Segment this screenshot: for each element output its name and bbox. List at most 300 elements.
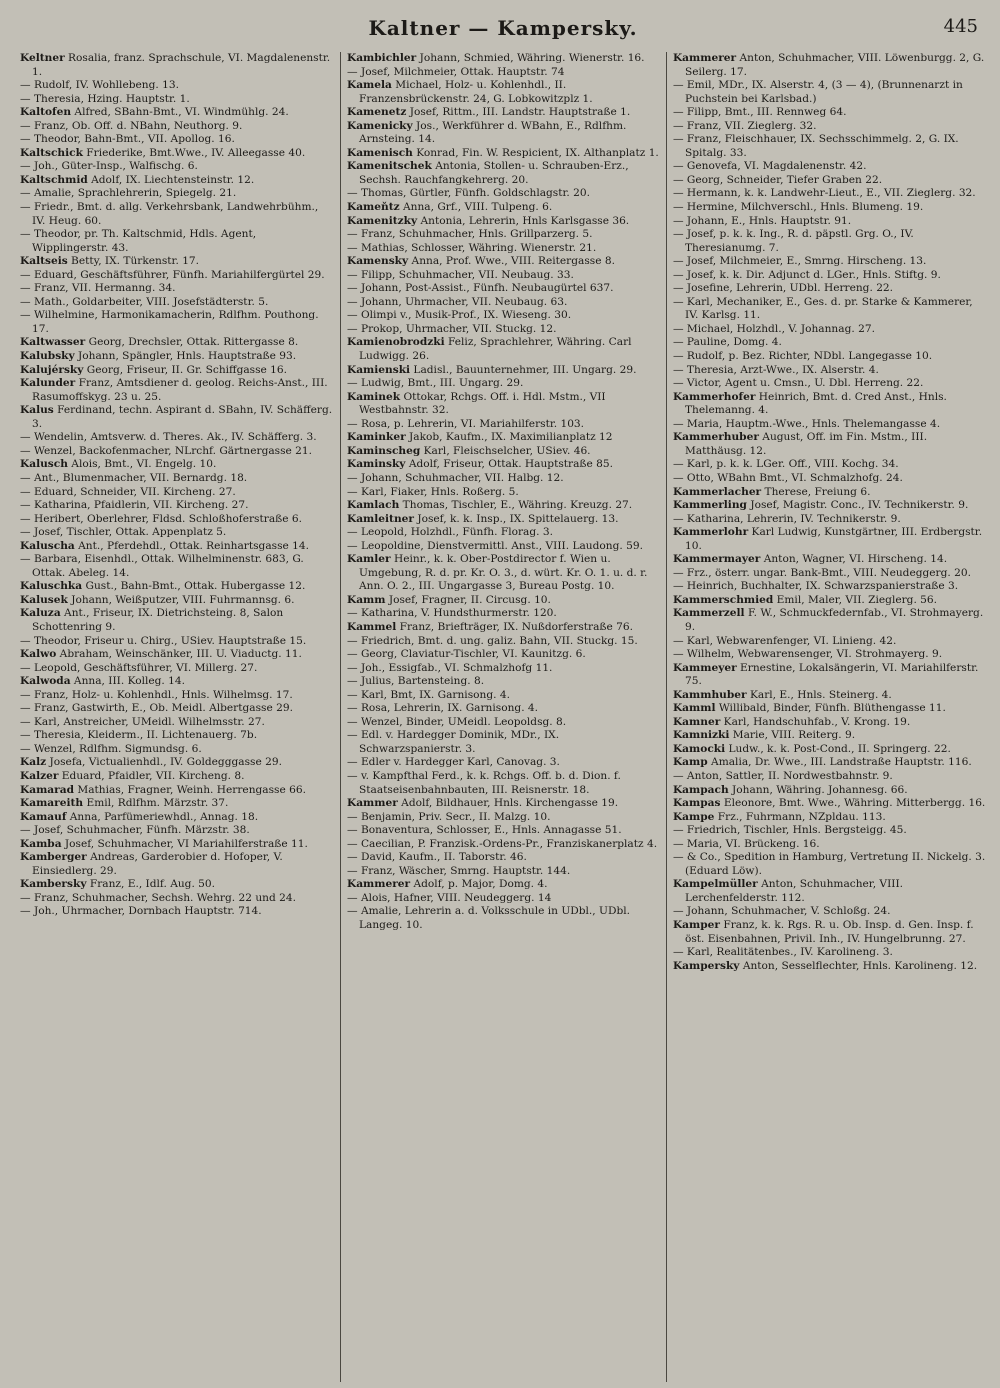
directory-entry: [347, 431, 660, 445]
entry-text: — Amalie, Sprachlehrerin, Spiegelg. 21.: [20, 187, 237, 200]
directory-entry: [347, 756, 660, 770]
entry-surname: Kammhuber: [672, 688, 747, 701]
entry-text: Jakob, Kaufm., IX. Maximilianplatz 12: [405, 431, 613, 444]
directory-entry: [347, 594, 660, 608]
directory-entry: [20, 513, 334, 527]
directory-entry: [20, 472, 334, 486]
entry-text: Betty, IX. Türkenstr. 17.: [67, 255, 200, 268]
directory-entry: [673, 215, 986, 229]
directory-entry: [20, 52, 334, 79]
entry-text: Heinr., k. k. Ober-Postdirector f. Wien u. Umgebung, R. d. pr. Kr. O. 3., d. würt. Kr. O. 1. u. d. r. Ann. O. 2., III. Ungargasse 3, Bureau Postg. 10.: [358, 553, 648, 593]
entry-text: — Maria, VI. Brückeng. 16.: [672, 837, 820, 850]
entry-surname: Kalwoda: [20, 675, 71, 688]
entry-text: — Eduard, Geschäftsführer, Fünfh. Mariahilfergürtel 29.: [20, 268, 325, 281]
directory-entry: [20, 174, 334, 188]
directory-entry: [20, 350, 334, 364]
entry-surname: Kamnizki: [672, 729, 730, 742]
entry-text: — Benjamin, Priv. Secr., II. Malzg. 10.: [346, 810, 551, 823]
entry-text: Marie, VIII. Reiterg. 9.: [729, 729, 856, 742]
entry-text: — Karl, Realitätenbes., IV. Karolineng. 3.: [672, 946, 893, 959]
directory-entry: [347, 418, 660, 432]
directory-entry: [20, 106, 334, 120]
page-title: Kaltner — Kampersky.: [368, 16, 638, 40]
entry-text: — Ludwig, Bmt., III. Ungarg. 29.: [346, 377, 524, 390]
entry-text: Anton, Wagner, VI. Hirscheng. 14.: [760, 553, 948, 566]
directory-entry: [20, 309, 334, 336]
entry-text: — Wilhelm, Webwarensenger, VI. Strohmayerg. 9.: [672, 648, 943, 661]
entry-text: Ladisl., Bauunternehmer, III. Ungarg. 29.: [410, 363, 637, 376]
directory-entry: [673, 513, 986, 527]
entry-text: Emil, Maler, VII. Zieglerg. 56.: [773, 593, 938, 606]
entry-surname: Kamenetz: [346, 106, 407, 119]
directory-entry: [20, 878, 334, 892]
entry-text: Ferdinand, techn. Aspirant d. SBahn, IV. Schäfferg. 3.: [32, 404, 333, 430]
entry-surname: Kampelmüller: [672, 878, 758, 891]
entry-text: — Friedrich, Bmt. d. ung. galiz. Bahn, VII. Stuckg. 15.: [346, 634, 638, 647]
entry-text: F. W., Schmuckfedernfab., VI. Strohmayerg. 9.: [684, 607, 984, 633]
directory-entry: [347, 797, 660, 811]
directory-entry: [20, 431, 334, 445]
directory-entry: [20, 377, 334, 404]
entry-text: — Olimpi v., Musik-Prof., IX. Wieseng. 30.: [346, 309, 572, 322]
directory-entry: [20, 716, 334, 730]
directory-entry: [20, 133, 334, 147]
entry-text: Josef, Schuhmacher, VI Mariahilferstraße 11.: [61, 837, 308, 850]
entry-surname: Kamela: [346, 79, 392, 92]
directory-entry: [673, 770, 986, 784]
entry-text: Antonia, Lehrerin, Hnls Karlsgasse 36.: [417, 214, 630, 227]
directory-entry: [20, 296, 334, 310]
entry-text: — Rudolf, IV. Wohllebeng. 13.: [20, 79, 179, 92]
entry-surname: Kamberger: [20, 851, 87, 864]
directory-entry: [20, 580, 334, 594]
entry-text: — Frz., österr. ungar. Bank-Bmt., VIII. Neudeggerg. 20.: [672, 566, 971, 579]
entry-surname: Kamler: [346, 553, 391, 566]
entry-text: — Karl, Mechaniker, E., Ges. d. pr. Starke & Kammerer, IV. Karlsg. 11.: [672, 295, 973, 322]
entry-text: Eduard, Pfaidler, VII. Kircheng. 8.: [58, 769, 245, 782]
directory-entry: [347, 364, 660, 378]
directory-entry: [673, 689, 986, 703]
entry-surname: Kaluschka: [20, 580, 83, 593]
directory-entry: [20, 404, 334, 431]
directory-entry: [673, 878, 986, 905]
directory-entry: [20, 499, 334, 513]
entry-text: — Johann, E., Hnls. Hauptstr. 91.: [672, 214, 852, 227]
entry-text: Friederike, Bmt.Wwe., IV. Alleegasse 40.: [82, 146, 306, 159]
entry-surname: Kaltschick: [20, 146, 83, 159]
directory-entry: [347, 391, 660, 418]
directory-entry: [347, 716, 660, 730]
entry-text: — Wenzel, Backofenmacher, NLrchf. Gärtnergasse 21.: [20, 444, 313, 457]
entry-text: August, Off. im Fin. Mstm., III. Matthäusg. 12.: [684, 431, 928, 457]
entry-text: — Leopoldine, Dienstvermittl. Anst., VIII. Laudong. 59.: [346, 539, 643, 552]
entry-surname: Kammel: [346, 620, 397, 633]
entry-text: — Thomas, Gürtler, Fünfh. Goldschlagstr. 20.: [346, 187, 590, 200]
entry-text: — Franz, VII. Hermanng. 34.: [20, 282, 176, 295]
directory-entry: [20, 553, 334, 580]
directory-entry: [673, 905, 986, 919]
entry-text: — Franz, Fleischhauer, IX. Sechsschimmelg. 2, G. IX. Spitalg. 33.: [672, 133, 959, 159]
entry-surname: Kaltwasser: [20, 336, 86, 349]
directory-entry: [20, 784, 334, 798]
entry-text: Andreas, Garderobier d. Hofoper, V. Einsiedlerg. 29.: [32, 851, 283, 877]
entry-text: — Anton, Sattler, II. Nordwestbahnstr. 9.: [672, 769, 893, 782]
directory-entry: [20, 743, 334, 757]
entry-text: — Theodor, Friseur u. Chirg., USiev. Hauptstraße 15.: [20, 634, 307, 647]
entry-text: Michael, Holz- u. Kohlenhdl., II. Franzensbrückenstr. 24, G. Lobkowitzplz 1.: [358, 79, 593, 105]
directory-entry: [20, 364, 334, 378]
entry-surname: Kamml: [672, 702, 716, 715]
entry-text: Emil, Rdlfhm. Märzstr. 37.: [83, 797, 229, 810]
entry-text: Adolf, p. Major, Domg. 4.: [410, 878, 548, 891]
directory-entry: [673, 160, 986, 174]
directory-entry: [673, 756, 986, 770]
directory-entry: [347, 458, 660, 472]
entry-text: Heinrich, Bmt. d. Cred Anst., Hnls. Thelemanng. 4.: [684, 390, 947, 417]
entry-text: — Pauline, Domg. 4.: [672, 336, 782, 349]
entry-text: — David, Kaufm., II. Taborstr. 46.: [346, 851, 527, 864]
entry-text: — Amalie, Lehrerin a. d. Volksschule in UDbl., UDbl. Langeg. 10.: [346, 905, 630, 931]
entry-text: — Math., Goldarbeiter, VIII. Josefstädterstr. 5.: [20, 295, 269, 308]
entry-text: — Theodor, pr. Th. Kaltschmid, Hdls. Agent, Wipplingerstr. 43.: [20, 228, 257, 254]
entry-text: Johann, Währing. Johannesg. 66.: [728, 783, 908, 796]
entry-surname: Kammerhofer: [672, 390, 756, 403]
directory-entry: [347, 336, 660, 363]
entry-text: Ant., Friseur, IX. Dietrichsteing. 8, Salon Schottenring 9.: [32, 607, 284, 633]
entry-surname: Kaluza: [20, 607, 61, 620]
entry-text: — Karl, Anstreicher, UMeidl. Wilhelmsstr. 27.: [20, 715, 265, 728]
entry-text: — Julius, Bartensteing. 8.: [346, 675, 485, 688]
entry-text: — Joh., Uhrmacher, Dornbach Hauptstr. 714.: [20, 905, 262, 918]
directory-entry: [347, 215, 660, 229]
entry-text: — Rosa, Lehrerin, IX. Garnisong. 4.: [346, 702, 539, 715]
entry-text: — Hermann, k. k. Landwehr-Lieut., E., VII. Zieglerg. 32.: [672, 187, 976, 200]
column-left: [14, 52, 340, 1382]
directory-entry: [673, 797, 986, 811]
entry-text: — Theresia, Arzt-Wwe., IX. Alserstr. 4.: [672, 363, 879, 376]
entry-surname: Kalunder: [20, 377, 76, 390]
entry-text: Eleonore, Bmt. Wwe., Währing. Mitterbergg. 16.: [720, 797, 986, 810]
directory-entry: [347, 811, 660, 825]
directory-entry: [673, 729, 986, 743]
entry-text: — Franz, Gastwirth, E., Ob. Meidl. Albertgasse 29.: [20, 702, 293, 715]
directory-entry: [673, 133, 986, 160]
directory-entry: [20, 675, 334, 689]
entry-text: — Edl. v. Hardegger Dominik, MDr., IX. Schwarzspanierstr. 3.: [346, 729, 560, 755]
entry-text: — Bonaventura, Schlosser, E., Hnls. Annagasse 51.: [346, 824, 622, 837]
entry-text: — Friedr., Bmt. d. allg. Verkehrsbank, Landwehrbühm., IV. Heug. 60.: [20, 201, 319, 227]
directory-entry: [673, 716, 986, 730]
directory-entry: [20, 702, 334, 716]
entry-surname: Kammerer: [346, 878, 411, 891]
entry-text: — Wenzel, Binder, UMeidl. Leopoldsg. 8.: [346, 715, 567, 728]
directory-entry: [673, 228, 986, 255]
entry-text: — Theresia, Kleiderm., II. Lichtenauerg. 7b.: [20, 729, 258, 742]
directory-entry: [673, 486, 986, 500]
entry-surname: Kalujérsky: [20, 363, 84, 376]
entry-text: — Johann, Post-Assist., Fünfh. Neubaugürtel 637.: [346, 282, 614, 295]
entry-surname: Kamenitzky: [346, 214, 418, 227]
entry-text: — Barbara, Eisenhdl., Ottak. Wilhelminenstr. 683, G. Ottak. Abeleg. 14.: [20, 553, 304, 579]
directory-entry: [347, 607, 660, 621]
entry-text: — Ant., Blumenmacher, VII. Bernardg. 18.: [20, 471, 248, 484]
directory-entry: [347, 540, 660, 554]
entry-surname: Kammerschmied: [672, 593, 774, 606]
directory-entry: [20, 689, 334, 703]
directory-entry: [673, 323, 986, 337]
directory-entry: [347, 824, 660, 838]
entry-surname: Kammerer: [672, 52, 737, 64]
directory-entry: [347, 635, 660, 649]
directory-entry: [673, 336, 986, 350]
directory-entry: [20, 160, 334, 174]
entry-text: Franz, Briefträger, IX. Nußdorferstraße 76.: [396, 620, 633, 633]
directory-entry: [347, 309, 660, 323]
directory-entry: [673, 377, 986, 391]
directory-entry: [673, 187, 986, 201]
entry-text: — Karl, Bmt, IX. Garnisong. 4.: [346, 688, 510, 701]
entry-text: — Heribert, Oberlehrer, Fldsd. Schloßhoferstraße 6.: [20, 512, 302, 525]
entry-text: — Maria, Hauptm.-Wwe., Hnls. Thelemangasse 4.: [672, 417, 941, 430]
directory-entry: [673, 418, 986, 432]
directory-entry: [20, 594, 334, 608]
entry-text: — Josefine, Lehrerin, UDbl. Herreng. 22.: [672, 282, 894, 295]
entry-surname: Kaltseis: [20, 255, 68, 268]
entry-text: Frz., Fuhrmann, NZpldau. 113.: [714, 810, 886, 823]
entry-text: Josef, Fragner, II. Circusg. 10.: [385, 593, 551, 606]
entry-text: — Johann, Schuhmacher, VII. Halbg. 12.: [346, 471, 564, 484]
directory-entry: [347, 106, 660, 120]
entry-surname: Kamenitschek: [346, 160, 432, 173]
entry-surname: Kammerhuber: [672, 431, 759, 444]
directory-entry: [673, 784, 986, 798]
directory-entry: [20, 486, 334, 500]
entry-text: Josefa, Victualienhdl., IV. Goldegggasse 29.: [46, 756, 282, 769]
entry-text: — Joh., Güter-Insp., Walfischg. 6.: [20, 160, 198, 173]
directory-entry: [20, 905, 334, 919]
entry-text: — Rudolf, p. Bez. Richter, NDbl. Langegasse 10.: [672, 350, 933, 363]
directory-entry: [673, 553, 986, 567]
entry-text: — Edler v. Hardegger Karl, Canovag. 3.: [346, 756, 560, 769]
directory-entry: [673, 201, 986, 215]
entry-surname: Kaluscha: [20, 539, 75, 552]
columns: [14, 52, 992, 1382]
entry-surname: Kalz: [20, 756, 47, 769]
entry-surname: Kamarad: [20, 783, 74, 796]
entry-surname: Kamlach: [346, 499, 400, 512]
entry-surname: Kaltschmid: [20, 173, 88, 186]
directory-entry: [673, 824, 986, 838]
directory-entry: [20, 811, 334, 825]
directory-entry: [347, 445, 660, 459]
entry-text: — Johann, Schuhmacher, V. Schloßg. 24.: [672, 905, 891, 918]
entry-text: — Wenzel, Rdlfhm. Sigmundsg. 6.: [20, 742, 202, 755]
directory-entry: [347, 621, 660, 635]
directory-entry: [673, 472, 986, 486]
directory-entry: [347, 662, 660, 676]
directory-entry: [20, 93, 334, 107]
directory-entry: [347, 147, 660, 161]
entry-surname: Kampas: [672, 797, 721, 810]
directory-entry: [673, 919, 986, 946]
entry-text: — Rosa, p. Lehrerin, VI. Mariahilferstr. 103.: [346, 417, 585, 430]
entry-text: — Filipp, Bmt., III. Rennweg 64.: [672, 106, 847, 119]
entry-text: Alfred, SBahn-Bmt., VI. Windmühlg. 24.: [71, 106, 289, 119]
directory-entry: [20, 120, 334, 134]
directory-entry: [673, 282, 986, 296]
entry-text: — Josef, Milchmeier, E., Smrng. Hirscheng. 13.: [672, 255, 927, 268]
entry-text: Therese, Freiung 6.: [761, 485, 871, 498]
directory-entry: [20, 662, 334, 676]
entry-text: — Franz, Ob. Off. d. NBahn, Neuthorg. 9.: [20, 119, 243, 132]
entry-surname: Kameňtz: [346, 201, 400, 214]
directory-entry: [20, 269, 334, 283]
entry-text: — Josef, Milchmeier, Ottak. Hauptstr. 74: [346, 65, 565, 78]
entry-text: — Josef, p. k. k. Ing., R. d. päpstl. Grg. O., IV. Theresianumg. 7.: [672, 228, 914, 254]
directory-entry: [20, 255, 334, 269]
directory-entry: [20, 838, 334, 852]
directory-entry: [20, 729, 334, 743]
entry-text: — Leopold, Geschäftsführer, VI. Millerg. 27.: [20, 661, 258, 674]
entry-text: — Prokop, Uhrmacher, VII. Stuckg. 12.: [346, 322, 557, 335]
entry-text: — Theresia, Hzing. Hauptstr. 1.: [20, 92, 190, 105]
entry-text: — Franz, Holz- u. Kohlenhdl., Hnls. Wilhelmsg. 17.: [20, 688, 293, 701]
directory-entry: [673, 743, 986, 757]
directory-entry: [20, 824, 334, 838]
entry-text: Karl, Handschuhfab., V. Krong. 19.: [720, 715, 911, 728]
entry-text: Anna, Parfümeriewhdl., Annag. 18.: [66, 810, 259, 823]
entry-surname: Kamienski: [346, 363, 411, 376]
entry-surname: Kaminsky: [346, 458, 406, 471]
entry-surname: Kammeyer: [672, 661, 737, 674]
directory-entry: [673, 662, 986, 689]
directory-entry: [673, 648, 986, 662]
directory-entry: [347, 702, 660, 716]
directory-entry: [673, 106, 986, 120]
directory-entry: [347, 648, 660, 662]
directory-entry: [347, 851, 660, 865]
entry-text: Anna, Prof. Wwe., VIII. Reitergasse 8.: [408, 255, 615, 268]
entry-text: — Friedrich, Tischler, Hnls. Bergsteigg. 45.: [672, 824, 907, 837]
entry-text: — Victor, Agent u. Cmsn., U. Dbl. Herreng. 22.: [672, 377, 924, 390]
entry-text: — Karl, Webwarenfenger, VI. Linieng. 42.: [672, 634, 897, 647]
entry-text: — Heinrich, Buchhalter, IX. Schwarzspanierstraße 3.: [672, 580, 959, 593]
directory-entry: [673, 702, 986, 716]
directory-entry: [673, 635, 986, 649]
directory-entry: [347, 228, 660, 242]
entry-surname: Kamper: [672, 919, 720, 931]
entry-surname: Kammerlohr: [672, 526, 749, 539]
entry-surname: Kammer: [346, 797, 398, 810]
entry-surname: Kamp: [672, 756, 708, 769]
entry-surname: Kampersky: [672, 959, 740, 972]
directory-entry: [347, 892, 660, 906]
entry-text: Johann, Weißputzer, VIII. Fuhrmannsg. 6.: [67, 593, 295, 606]
entry-text: — Franz, Schuhmacher, Hnls. Grillparzerg. 5.: [346, 228, 593, 241]
directory-entry: [347, 377, 660, 391]
entry-text: — Caecilian, P. Franzisk.-Ordens-Pr., Franziskanerplatz 4.: [346, 837, 658, 850]
directory-entry: [673, 499, 986, 513]
directory-entry: [673, 946, 986, 960]
entry-surname: Kampach: [672, 783, 729, 796]
directory-entry: [673, 269, 986, 283]
directory-entry: [673, 607, 986, 634]
entry-text: Mathias, Fragner, Weinh. Herrengasse 66.: [74, 783, 306, 796]
entry-text: — Franz, Schuhmacher, Sechsh. Wehrg. 22 und 24.: [20, 891, 296, 904]
directory-entry: [347, 865, 660, 879]
directory-entry: [673, 296, 986, 323]
directory-entry: [347, 526, 660, 540]
entry-text: Karl, Fleischselcher, USiev. 46.: [420, 444, 591, 457]
entry-text: — Mathias, Schlosser, Währing. Wienerstr. 21.: [346, 241, 597, 254]
directory-entry: [347, 878, 660, 892]
entry-text: — Michael, Holzhdl., V. Johannag. 27.: [672, 322, 875, 335]
entry-text: Franz, k. k. Rgs. R. u. Ob. Insp. d. Gen. Insp. f. öst. Eisenbahnen, Privil. Inh., IV. Hungelbrunng. 27.: [684, 919, 974, 945]
entry-surname: Kamner: [672, 715, 721, 728]
entry-surname: Kalusek: [20, 593, 68, 606]
directory-entry: [20, 201, 334, 228]
entry-text: Abraham, Weinschänker, III. U. Viaductg. 11.: [56, 648, 302, 661]
entry-text: — Franz, Wäscher, Smrng. Hauptstr. 144.: [346, 864, 571, 877]
entry-text: — Karl, Fiaker, Hnls. Roßerg. 5.: [346, 485, 519, 498]
entry-text: — Georg, Schneider, Tiefer Graben 22.: [672, 173, 883, 186]
directory-entry: [347, 66, 660, 80]
directory-entry: [347, 729, 660, 756]
directory-entry: [347, 838, 660, 852]
directory-entry: [347, 675, 660, 689]
entry-text: Anton, Schuhmacher, VIII. Lerchenfelderstr. 112.: [684, 878, 904, 904]
entry-text: Anna, Grf., VIII. Tulpeng. 6.: [399, 201, 553, 214]
entry-text: Franz, E., Idlf. Aug. 50.: [86, 878, 216, 891]
entry-text: — Wilhelmine, Harmonikamacherin, Rdlfhm. Pouthong. 17.: [20, 309, 319, 335]
directory-entry: [347, 770, 660, 797]
entry-surname: Kalwo: [20, 648, 57, 661]
entry-text: — Hermine, Milchverschl., Hnls. Blumeng. 19.: [672, 201, 924, 214]
directory-entry: [347, 52, 660, 66]
entry-text: — v. Kampfthal Ferd., k. k. Rchgs. Off. b. d. Dion. f. Staatseisenbahnbauten, III. Reisnerstr. 18.: [346, 769, 621, 796]
entry-text: Anna, III. Kolleg. 14.: [70, 675, 185, 688]
entry-text: Adolf, Friseur, Ottak. Hauptstraße 85.: [405, 458, 613, 471]
directory-entry: [347, 187, 660, 201]
directory-entry: [673, 458, 986, 472]
entry-text: Ernestine, Lokalsängerin, VI. Mariahilferstr. 75.: [684, 661, 979, 688]
entry-text: Franz, Amtsdiener d. geolog. Reichs-Anst., III. Rasumoffskyg. 23 u. 25.: [32, 377, 328, 403]
entry-text: Karl Ludwig, Kunstgärtner, III. Erdbergstr. 10.: [684, 526, 983, 552]
entry-text: Rosalia, franz. Sprachschule, VI. Magdalenenstr. 1.: [32, 52, 331, 78]
directory-entry: [347, 255, 660, 269]
directory-entry: [20, 187, 334, 201]
directory-entry: [20, 336, 334, 350]
entry-text: — Katharina, Lehrerin, IV. Technikerstr. 9.: [672, 512, 901, 525]
entry-surname: Kamenisch: [346, 146, 413, 159]
entry-surname: Kalubsky: [20, 350, 75, 363]
directory-entry: [20, 282, 334, 296]
entry-text: — Leopold, Holzhdl., Fünfh. Florag. 3.: [346, 526, 553, 539]
entry-text: Johann, Spängler, Hnls. Hauptstraße 93.: [74, 350, 297, 363]
entry-text: Adolf, IX. Liechtensteinstr. 12.: [87, 173, 255, 186]
entry-surname: Kamienobrodzki: [346, 336, 445, 349]
entry-text: — Eduard, Schneider, VII. Kircheng. 27.: [20, 485, 236, 498]
directory-entry: [673, 255, 986, 269]
directory-entry: [347, 282, 660, 296]
directory-entry: [20, 526, 334, 540]
directory-entry: [673, 120, 986, 134]
directory-entry: [673, 580, 986, 594]
directory-entry: [673, 52, 986, 79]
directory-entry: [20, 79, 334, 93]
entry-text: — Genovefa, VI. Magdalenenstr. 42.: [672, 160, 867, 173]
entry-text: — Emil, MDr., IX. Alserstr. 4, (3 — 4), (Brunnenarzt in Puchstein bei Karlsbad.): [672, 79, 963, 105]
